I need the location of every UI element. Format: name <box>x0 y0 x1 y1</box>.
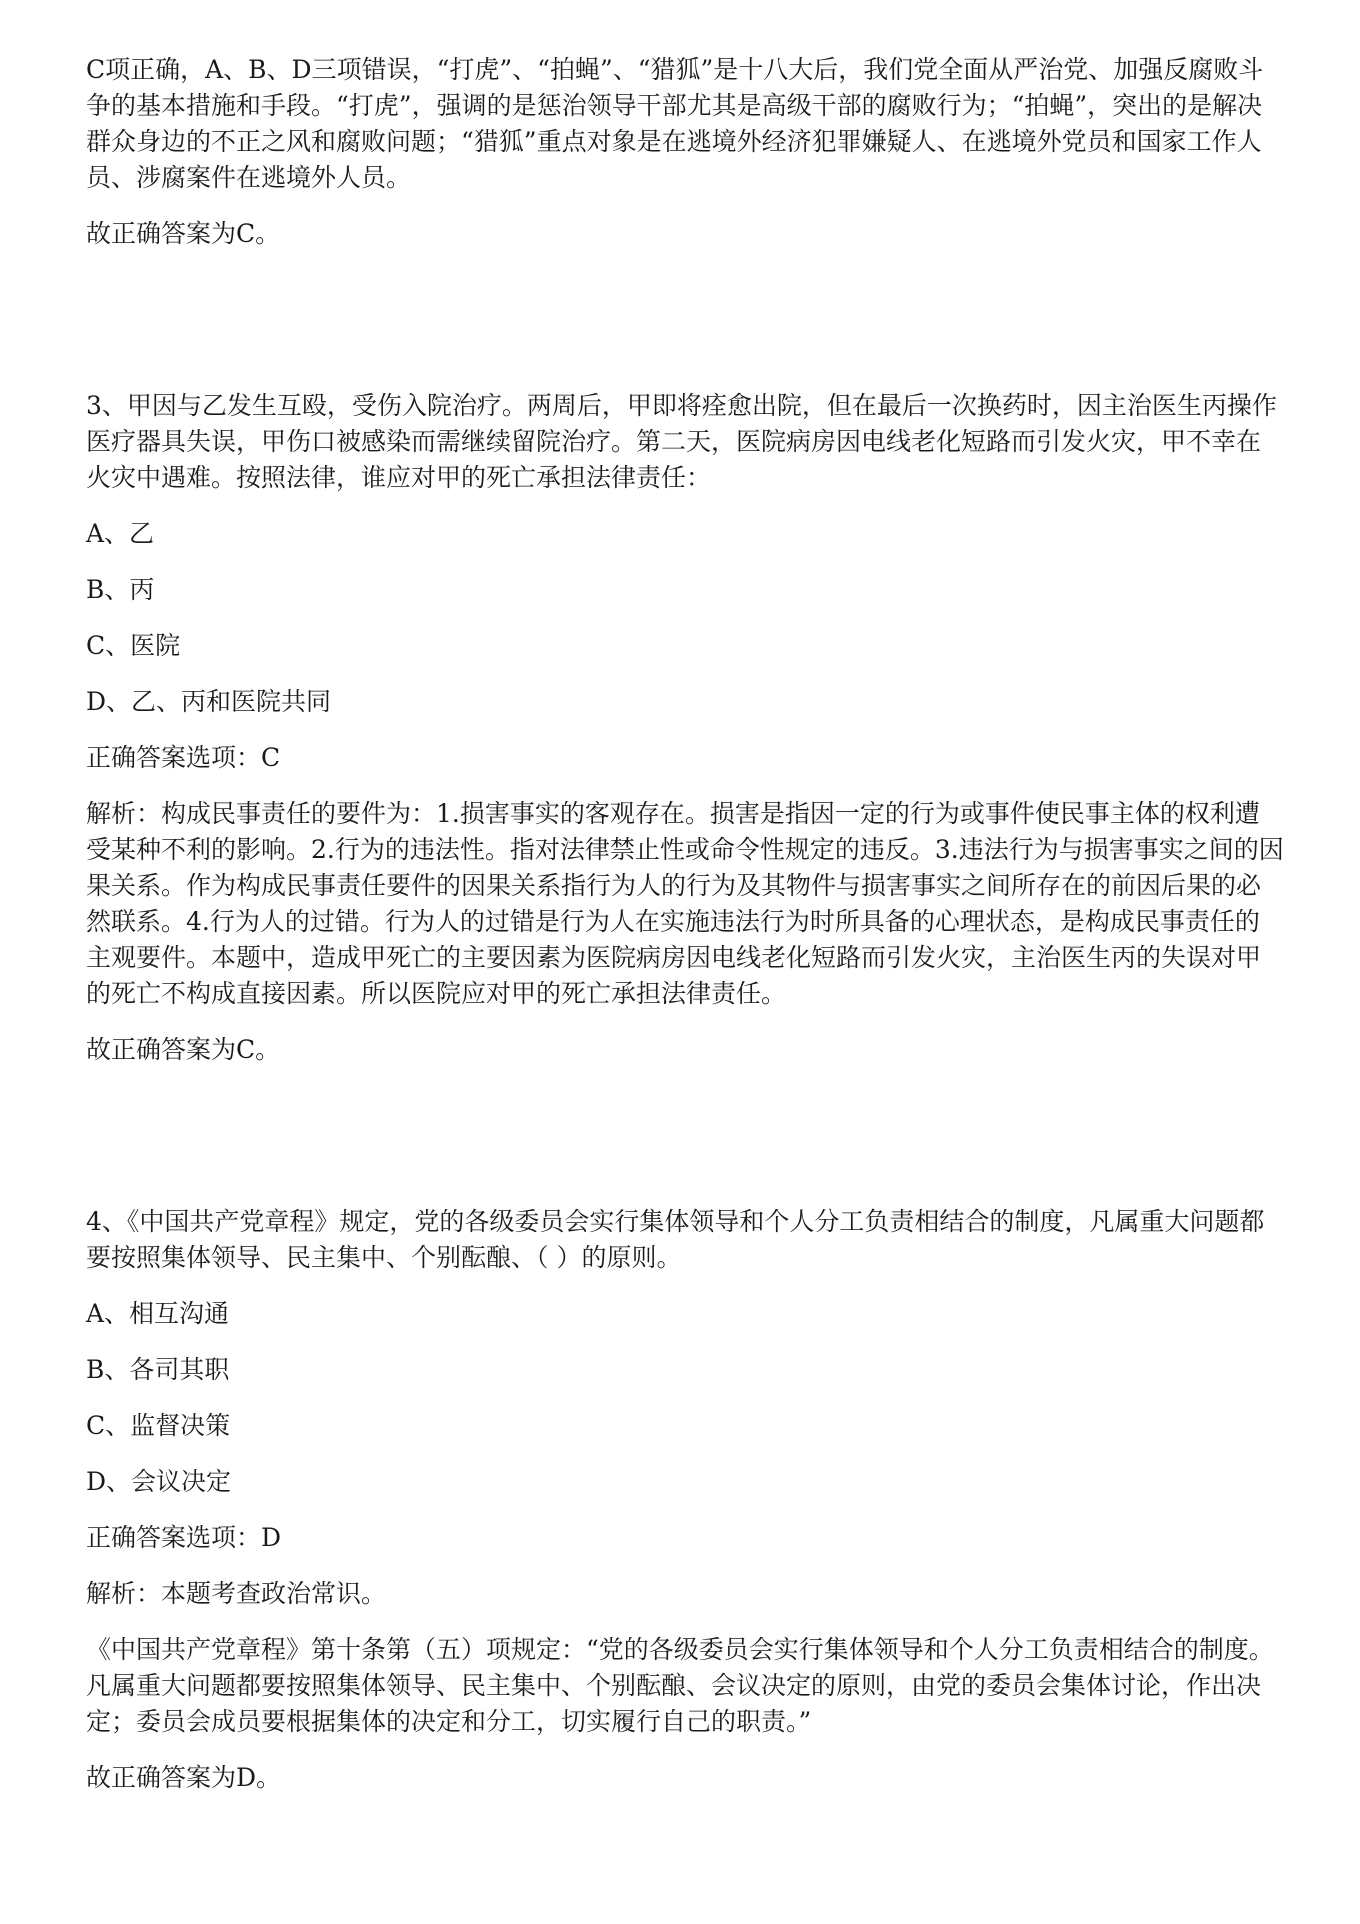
option-c: C、监督决策 <box>86 1411 231 1440</box>
prev-conclusion: 故正确答案为C。 <box>86 219 281 248</box>
section-spacer <box>86 1068 1284 1204</box>
correct-answer: 正确答案选项：C <box>86 743 281 772</box>
charter-quote: 《中国共产党章程》第十条第（五）项规定：“党的各级委员会实行集体领导和个人分工负责相结合的制度。凡属重大问题都要按照集体领导、民主集中、个别酝酿、会议决定的原则，由党的委员会集体讨论，作出决定；委员会成员要根据集体的决定和分工，切实履行自己的职责。” <box>86 1635 1274 1736</box>
option-c: C、医院 <box>86 631 181 660</box>
option-d: D、会议决定 <box>86 1467 232 1496</box>
question-stem: 3、甲因与乙发生互殴，受伤入院治疗。两周后，甲即将痊愈出院，但在最后一次换药时，因主治医生丙操作医疗器具失误，甲伤口被感染而需继续留院治疗。第二天，医院病房因电线老化短路而引发火灾，甲不幸在火灾中遇难。按照法律，谁应对甲的死亡承担法律责任： <box>86 391 1277 492</box>
conclusion: 故正确答案为D。 <box>86 1763 282 1792</box>
option-a: A、乙 <box>86 519 155 548</box>
option-a: A、相互沟通 <box>86 1299 230 1328</box>
document-page <box>86 52 1284 1796</box>
question-4 <box>86 1204 1284 1796</box>
prev-explanation: C项正确，A、B、D三项错误，“打虎”、“拍蝇”、“猎狐”是十八大后，我们党全面从严治党、加强反腐败斗争的基本措施和手段。“打虎”，强调的是惩治领导干部尤其是高级干部的腐败行为；“拍蝇”，突出的是解决群众身边的不正之风和腐败问题；“猎狐”重点对象是在逃境外经济犯罪嫌疑人、在逃境外党员和国家工作人员、涉腐案件在逃境外人员。 <box>86 55 1264 192</box>
analysis: 解析：本题考查政治常识。 <box>86 1579 387 1608</box>
section-spacer <box>86 252 1284 388</box>
question-3 <box>86 388 1284 1068</box>
analysis: 解析：构成民事责任的要件为：1.损害事实的客观存在。损害是指因一定的行为或事件使民事主体的权利遭受某种不利的影响。2.行为的违法性。指对法律禁止性或命令性规定的违反。3.违法行为与损害事实之间的因果关系。作为构成民事责任要件的因果关系指行为人的行为及其物件与损害事实之间所存在的前因后果的必然联系。4.行为人的过错。行为人的过错是行为人在实施违法行为时所具备的心理状态，是构成民事责任的主观要件。本题中，造成甲死亡的主要因素为医院病房因电线老化短路而引发火灾，主治医生丙的失误对甲的死亡不构成直接因素。所以医院应对甲的死亡承担法律责任。 <box>86 799 1284 1008</box>
conclusion: 故正确答案为C。 <box>86 1035 281 1064</box>
correct-answer: 正确答案选项：D <box>86 1523 282 1552</box>
option-b: B、丙 <box>86 575 155 604</box>
question-stem: 4、《中国共产党章程》规定，党的各级委员会实行集体领导和个人分工负责相结合的制度，凡属重大问题都要按照集体领导、民主集中、个别酝酿、（ ）的原则。 <box>86 1207 1265 1272</box>
option-d: D、乙、丙和医院共同 <box>86 687 332 716</box>
option-b: B、各司其职 <box>86 1355 230 1384</box>
